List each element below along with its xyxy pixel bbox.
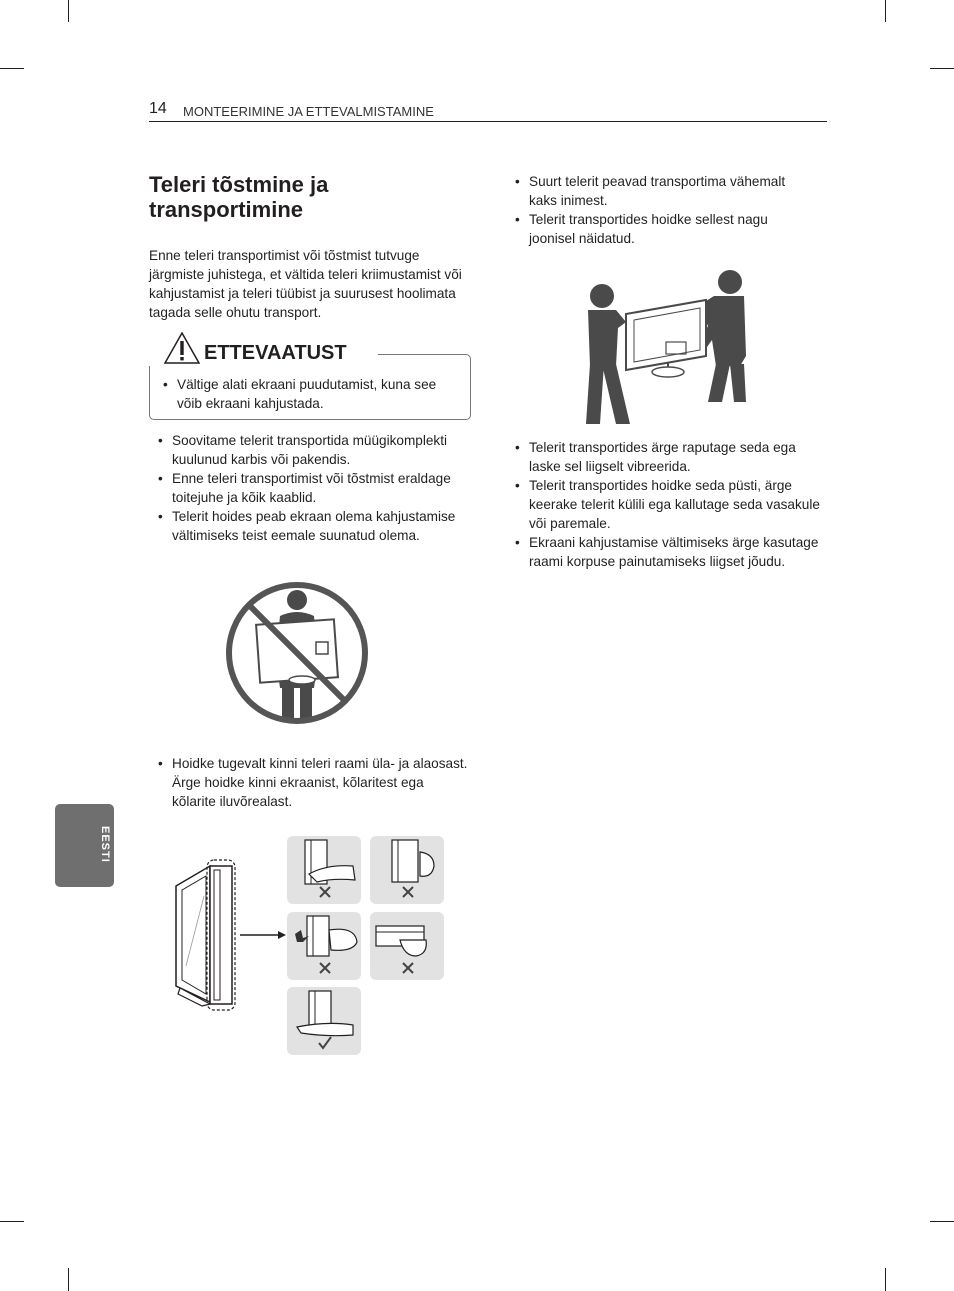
crop-mark [68,0,69,22]
language-tab-label: EESTI [99,826,111,863]
prohibited-carry-illustration [222,578,372,728]
cross-icon [403,887,413,897]
caution-title: ETTEVAATUST [204,342,347,364]
list-item: • Ekraani kahjustamise vältimiseks ärge kasutage raami korpuse painutamiseks liigset jõudu. [506,533,822,571]
bullet-list-1 [149,431,471,545]
caution-header [148,330,378,366]
grip-panel-wrong [370,912,444,980]
language-tab [55,804,114,887]
cross-icon [320,963,330,973]
crop-mark [0,68,24,69]
warning-icon [164,332,200,364]
tv-frame-diagram [170,856,290,1016]
intro-paragraph: Enne teleri transportimist või tõstmist tutvuge järgmiste juhistega, et vältida teleri kriimustamist või kahjustamist ja teleri tüübist ja suurusest hoolimata tagada selle ohutu transport. [149,248,462,320]
cross-icon [320,887,330,897]
bullet-list-2 [149,754,471,811]
crop-mark [930,68,954,69]
list-item: • Telerit transportides ärge raputage seda ega laske sel liigselt vibreerida. [506,438,822,476]
list-item: • Enne teleri transportimist või tõstmist eraldage toitejuhe ja kõik kaablid. [149,469,471,507]
crop-mark [885,1268,886,1291]
bullet-list-4 [506,438,822,571]
crop-mark [885,0,886,22]
grip-panel-wrong [287,836,361,904]
list-item: • Hoidke tugevalt kinni teleri raami üla- ja alaosast. Ärge hoidke kinni ekraanist, kõlaritest ega kõlarite iluvõrealast. [149,754,471,811]
list-item: • Soovitame telerit transportida müügikomplekti kuulunud karbis või pakendis. [149,431,471,469]
grip-panel-correct [287,987,361,1055]
caution-list [154,375,464,413]
page-number: 14 [149,100,167,117]
section-header: MONTEERIMINE JA ETTEVALMISTAMINE [183,104,434,119]
bullet-list-3 [506,172,806,248]
page-title: Teleri tõstmine ja transportimine [149,172,329,222]
list-item: • Telerit hoides peab ekraan olema kahjustamise vältimiseks teist eemale suunatud olema. [149,507,471,545]
list-item: • Suurt telerit peavad transportima vähemalt kaks inimest. [506,172,806,210]
list-item: • Telerit transportides hoidke seda püsti, ärge keerake telerit külili ega kallutage seda vasakule või paremale. [506,476,822,533]
two-person-carry-illustration [582,266,752,426]
cross-icon [403,963,413,973]
header-rule [149,121,827,122]
grip-panel-wrong [370,836,444,904]
list-item: • Vältige alati ekraani puudutamist, kuna see võib ekraani kahjustada. [154,375,464,413]
crop-mark [0,1221,24,1222]
list-item: • Telerit transportides hoidke sellest nagu joonisel näidatud. [506,210,806,248]
crop-mark [68,1268,69,1291]
check-icon [319,1037,331,1048]
grip-panel-wrong [287,912,361,980]
crop-mark [930,1221,954,1222]
